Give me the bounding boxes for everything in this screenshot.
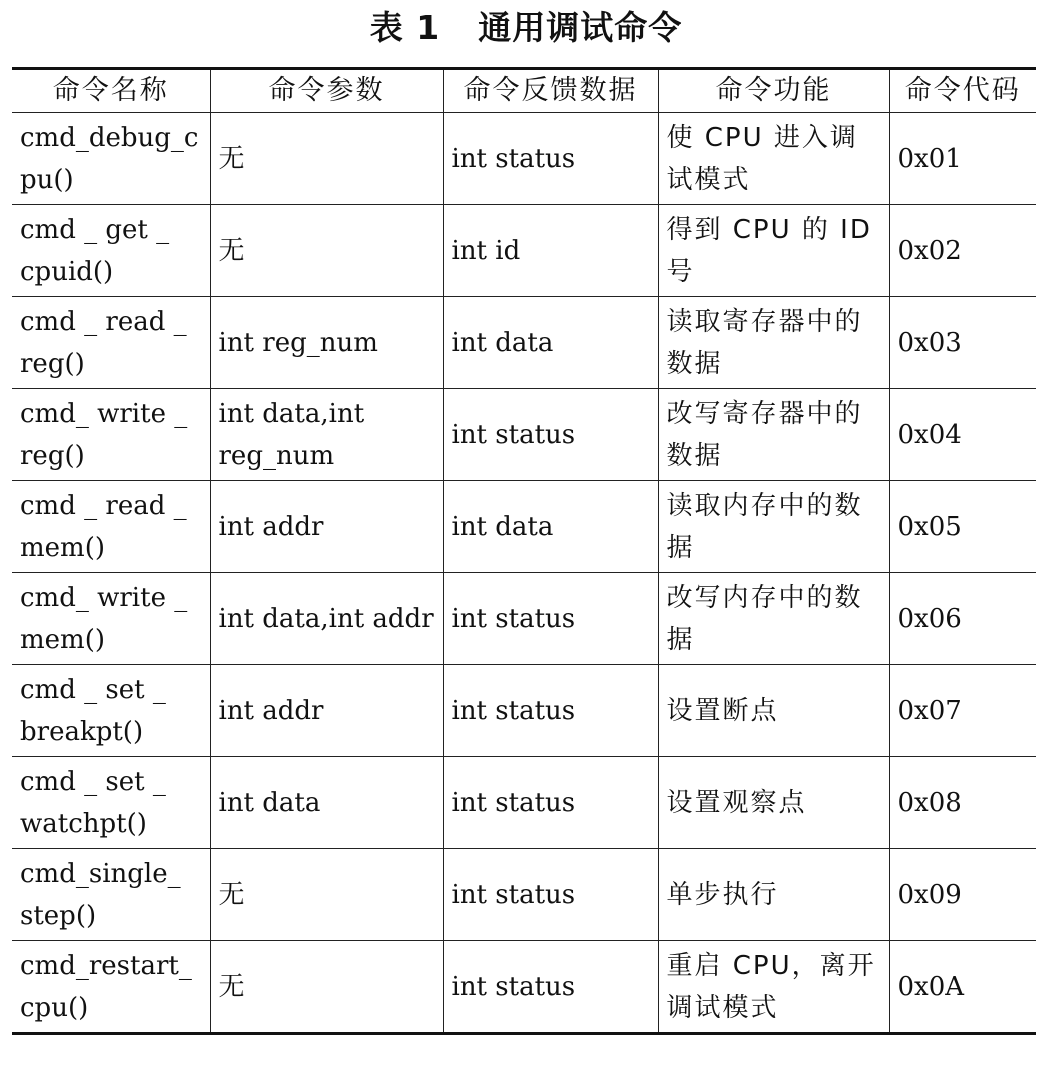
cell-command-feedback: int data xyxy=(443,297,658,389)
cell-command-feedback: int data xyxy=(443,481,658,573)
cell-command-name: cmd _ get _ cpuid() xyxy=(12,205,210,297)
cell-command-name: cmd _ set _ breakpt() xyxy=(12,665,210,757)
cell-command-code: 0x04 xyxy=(889,389,1036,481)
header-command-params: 命令参数 xyxy=(210,69,443,113)
header-command-code: 命令代码 xyxy=(889,69,1036,113)
cell-command-feedback: int status xyxy=(443,757,658,849)
cell-command-params: 无 xyxy=(210,941,443,1034)
table-caption xyxy=(0,4,1052,52)
cell-command-function: 设置观察点 xyxy=(658,757,889,849)
table-title: 通用调试命令 xyxy=(478,8,683,47)
cell-command-function: 设置断点 xyxy=(658,665,889,757)
cell-command-function: 改写内存中的数据 xyxy=(658,573,889,665)
header-command-feedback: 命令反馈数据 xyxy=(443,69,658,113)
cell-command-params: 无 xyxy=(210,205,443,297)
cell-command-function: 使 CPU 进入调试模式 xyxy=(658,113,889,205)
table-row xyxy=(12,757,1036,849)
cell-command-code: 0x09 xyxy=(889,849,1036,941)
cell-command-params: int data xyxy=(210,757,443,849)
cell-command-code: 0x03 xyxy=(889,297,1036,389)
cell-command-feedback: int status xyxy=(443,113,658,205)
cell-command-function: 重启 CPU，离开调试模式 xyxy=(658,941,889,1034)
cell-command-function: 得到 CPU 的 ID 号 xyxy=(658,205,889,297)
cell-command-feedback: int status xyxy=(443,941,658,1034)
cell-command-code: 0x06 xyxy=(889,573,1036,665)
cell-command-feedback: int status xyxy=(443,665,658,757)
header-command-name: 命令名称 xyxy=(12,69,210,113)
cell-command-feedback: int id xyxy=(443,205,658,297)
table-row xyxy=(12,941,1036,1034)
table-row xyxy=(12,665,1036,757)
cell-command-function: 读取内存中的数据 xyxy=(658,481,889,573)
cell-command-name: cmd _ read _ mem() xyxy=(12,481,210,573)
cell-command-code: 0x05 xyxy=(889,481,1036,573)
table-row xyxy=(12,113,1036,205)
table-row xyxy=(12,297,1036,389)
cell-command-feedback: int status xyxy=(443,389,658,481)
cell-command-code: 0x08 xyxy=(889,757,1036,849)
cell-command-feedback: int status xyxy=(443,849,658,941)
cell-command-params: int reg_num xyxy=(210,297,443,389)
cell-command-params: int addr xyxy=(210,665,443,757)
cell-command-code: 0x0A xyxy=(889,941,1036,1034)
cell-command-feedback: int status xyxy=(443,573,658,665)
table-row xyxy=(12,205,1036,297)
table-row xyxy=(12,573,1036,665)
cell-command-function: 单步执行 xyxy=(658,849,889,941)
table-number: 表 1 xyxy=(369,8,441,47)
cell-command-params: int data,int addr xyxy=(210,573,443,665)
cell-command-name: cmd _ read _ reg() xyxy=(12,297,210,389)
cell-command-code: 0x01 xyxy=(889,113,1036,205)
cell-command-params: int addr xyxy=(210,481,443,573)
cell-command-name: cmd_ write _ mem() xyxy=(12,573,210,665)
cell-command-function: 改写寄存器中的数据 xyxy=(658,389,889,481)
table-row xyxy=(12,481,1036,573)
cell-command-params: 无 xyxy=(210,849,443,941)
cell-command-code: 0x02 xyxy=(889,205,1036,297)
table-row xyxy=(12,389,1036,481)
cell-command-params: 无 xyxy=(210,113,443,205)
cell-command-params: int data,int reg_num xyxy=(210,389,443,481)
cell-command-code: 0x07 xyxy=(889,665,1036,757)
cell-command-name: cmd_debug_cpu() xyxy=(12,113,210,205)
cell-command-name: cmd _ set _ watchpt() xyxy=(12,757,210,849)
cell-command-name: cmd_restart_ cpu() xyxy=(12,941,210,1034)
header-row xyxy=(12,69,1036,113)
cell-command-function: 读取寄存器中的数据 xyxy=(658,297,889,389)
debug-command-table xyxy=(12,67,1036,1035)
header-command-function: 命令功能 xyxy=(658,69,889,113)
cell-command-name: cmd_ write _ reg() xyxy=(12,389,210,481)
cell-command-name: cmd_single_ step() xyxy=(12,849,210,941)
table-row xyxy=(12,849,1036,941)
